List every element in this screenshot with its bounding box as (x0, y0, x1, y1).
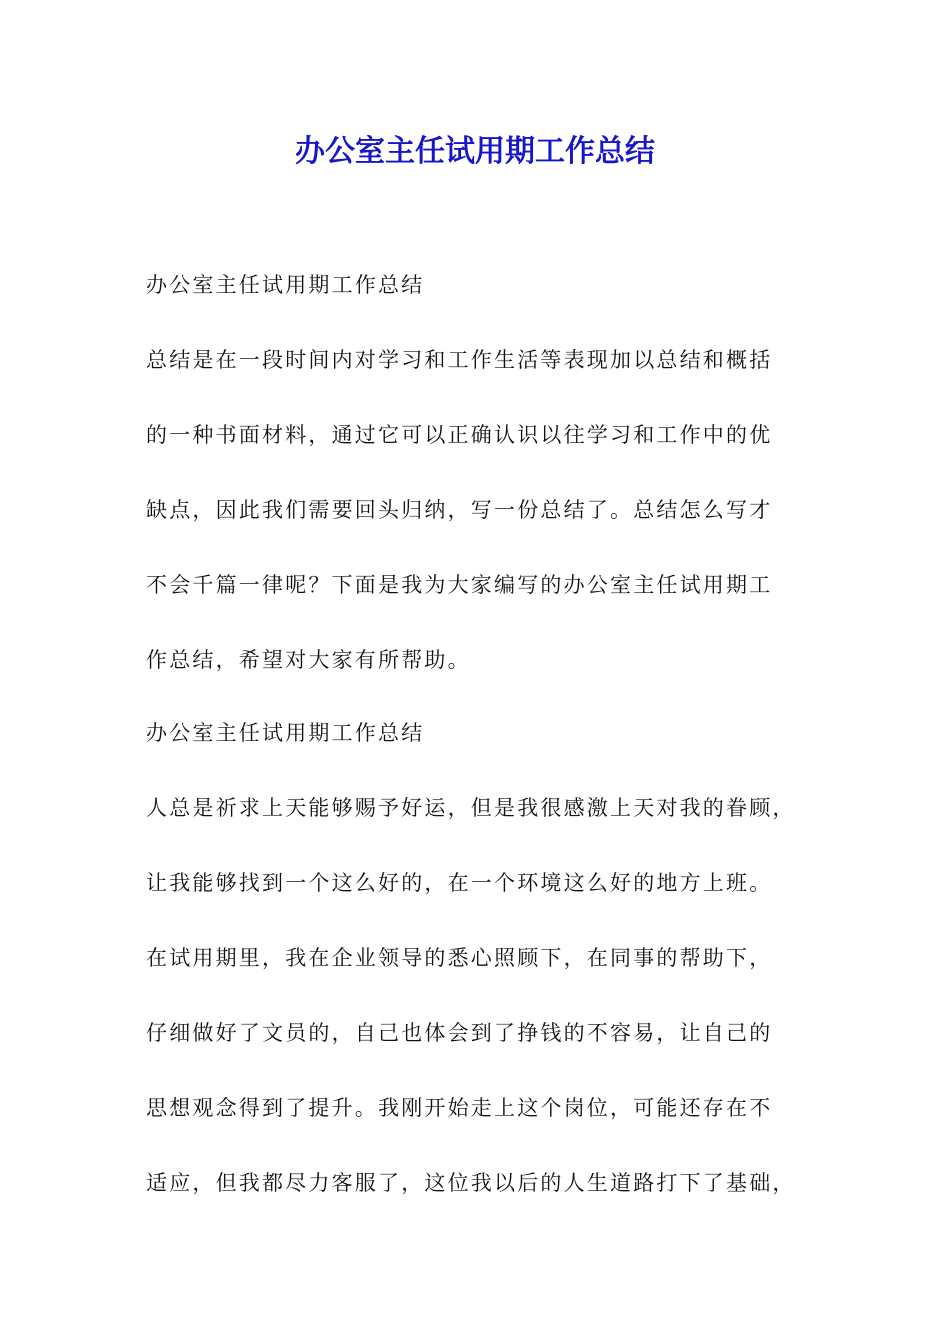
body-line-2: 的一种书面材料，通过它可以正确认识以往学习和工作中的优 (146, 423, 773, 447)
body-line-1: 总结是在一段时间内对学习和工作生活等表现加以总结和概括 (146, 348, 773, 372)
body-line-9: 仔细做好了文员的，自己也体会到了挣钱的不容易，让自己的 (146, 1021, 773, 1045)
body-line-8: 在试用期里，我在企业领导的悉心照顾下，在同事的帮助下， (146, 946, 773, 970)
body-line-5: 作总结，希望对大家有所帮助。 (146, 648, 471, 672)
body-line-3: 缺点，因此我们需要回头归纳，写一份总结了。总结怎么写才 (146, 498, 773, 522)
document-title: 办公室主任试用期工作总结 (295, 134, 655, 169)
subheading-2: 办公室主任试用期工作总结 (146, 721, 425, 745)
body-line-7: 让我能够找到一个这么好的，在一个环境这么好的地方上班。 (146, 871, 773, 895)
subheading-1: 办公室主任试用期工作总结 (146, 273, 425, 297)
body-line-4: 不会千篇一律呢？下面是我为大家编写的办公室主任试用期工 (146, 573, 773, 597)
body-line-11: 适应，但我都尽力客服了，这位我以后的人生道路打下了基础， (146, 1171, 796, 1195)
body-line-10: 思想观念得到了提升。我刚开始走上这个岗位，可能还存在不 (146, 1096, 773, 1120)
body-line-6: 人总是祈求上天能够赐予好运，但是我很感激上天对我的眷顾， (146, 796, 796, 820)
